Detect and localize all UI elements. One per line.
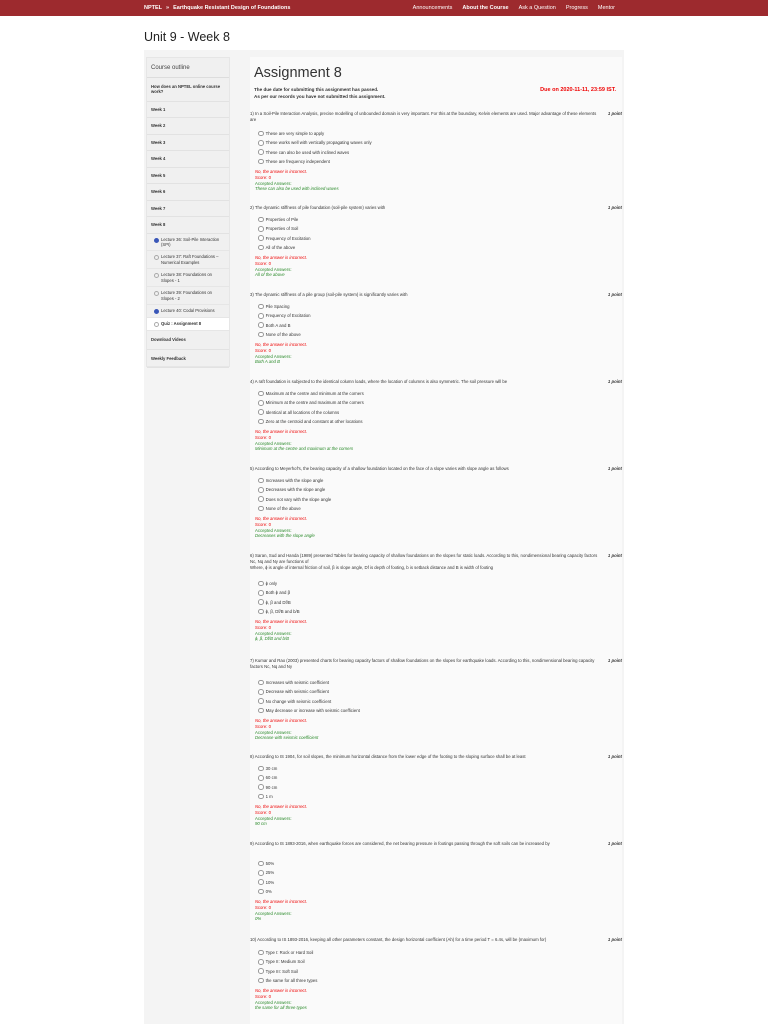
option[interactable]	[258, 389, 364, 398]
question-6	[250, 553, 622, 649]
breadcrumb-home-link[interactable]: NPTEL	[144, 5, 163, 11]
feedback	[255, 429, 353, 452]
sidebar-item-week-6[interactable]: Week 6	[147, 184, 229, 200]
sidebar-item-week-5[interactable]: Week 5	[147, 168, 229, 184]
radio-icon[interactable]	[258, 959, 264, 965]
incorrect-message: No, the answer is incorrect.	[255, 899, 308, 904]
radio-icon[interactable]	[258, 775, 264, 781]
option[interactable]	[258, 476, 331, 485]
radio-icon[interactable]	[258, 870, 264, 876]
sidebar-item-week-4[interactable]: Week 4	[147, 151, 229, 167]
radio-icon[interactable]	[258, 313, 264, 319]
breadcrumb	[144, 5, 290, 11]
score: Score: 0	[255, 809, 272, 815]
due-date: Due on 2020-11-11, 23:59 IST.	[540, 87, 616, 93]
score: Score: 0	[255, 174, 272, 180]
accepted-answer: All of the above	[255, 272, 285, 278]
option[interactable]	[258, 967, 317, 976]
radio-icon[interactable]	[258, 304, 264, 310]
option[interactable]	[258, 138, 372, 147]
incorrect-message: No, the answer is incorrect.	[255, 169, 308, 174]
radio-icon[interactable]	[258, 889, 264, 895]
sidebar-subitem-label: Lecture 39: Foundations on Slopes - 2	[161, 290, 212, 301]
radio-icon[interactable]	[258, 149, 264, 155]
option-label: Properties of Pile	[265, 217, 299, 223]
question-text: 4) A raft foundation is subjected to the identical column loads, where the location of columns is also symmetric. The soil pressure will be	[250, 379, 508, 384]
option[interactable]	[258, 948, 317, 957]
option[interactable]	[258, 148, 372, 157]
incorrect-message: No, the answer is incorrect.	[255, 718, 308, 723]
accepted-answer: Decreases with the slope angle	[255, 533, 315, 539]
option-label: ϕ, β, Df/B and b/B	[265, 609, 300, 615]
accepted-answers-label: Accepted Answers:	[255, 440, 292, 446]
options-list	[258, 129, 372, 166]
nav-mentor[interactable]: Mentor	[597, 5, 615, 11]
options-list	[258, 579, 300, 616]
accepted-answers-label: Accepted Answers:	[255, 910, 292, 916]
option[interactable]	[258, 598, 300, 607]
option-label: Decrease with seismic coefficient	[265, 689, 329, 695]
question-points: 1 point	[607, 379, 622, 384]
option[interactable]	[258, 234, 311, 243]
question-text: 2) The dynamic stiffness of pile foundation (soil-pile system) varies with	[250, 205, 386, 210]
option-label: 25%	[265, 870, 275, 876]
radio-icon[interactable]	[258, 478, 264, 484]
option-label: ϕ, β and Df/B	[265, 599, 291, 605]
feedback	[255, 516, 315, 539]
radio-icon[interactable]	[258, 409, 264, 415]
question-text: 10) According to IS 1893-2016, keeping all other parameters constant, the design horizontal coefficient (Ah) for a time period T = 6.4s, will be (maximum for)	[250, 937, 547, 942]
option-label: 0%	[265, 889, 272, 895]
radio-icon[interactable]	[258, 784, 264, 790]
accepted-answers-label: Accepted Answers:	[255, 180, 292, 186]
radio-icon[interactable]	[258, 680, 264, 686]
radio-icon[interactable]	[258, 140, 264, 146]
option-label: Decreases with the slope angle	[265, 487, 326, 493]
feedback	[255, 804, 307, 827]
option[interactable]	[258, 887, 274, 896]
page-title: Unit 9 - Week 8	[144, 30, 230, 44]
option-label: Frequency of Excitation	[265, 235, 311, 241]
nav-ask-question[interactable]: Ask a Question	[518, 5, 556, 11]
question-text: 1) In a Soil-Pile Interaction Analysis, precise modelling of unbounded domain is very important. For this at the boundary, Kelvin elements are used. Major advantage of these elements are	[250, 111, 597, 123]
radio-icon[interactable]	[258, 217, 264, 223]
top-nav-links	[413, 5, 615, 11]
option-label: These are very simple to apply	[265, 131, 325, 137]
options-list	[258, 678, 360, 715]
option-label: ϕ only	[265, 581, 278, 587]
incorrect-message: No, the answer is incorrect.	[255, 429, 308, 434]
sidebar-subitem-label: Lecture 38: Foundations on Slopes - 1	[161, 272, 212, 283]
option-label: Type I: Rock or Hard Soil	[265, 950, 314, 956]
option[interactable]	[258, 588, 300, 597]
sidebar-item-weekly-feedback[interactable]: Weekly Feedback	[147, 350, 229, 368]
nav-announcements[interactable]: Announcements	[412, 5, 453, 11]
accepted-answers-label: Accepted Answers:	[255, 999, 292, 1005]
question-2	[250, 205, 622, 285]
option[interactable]	[258, 957, 317, 966]
option-label: Both ϕ and β	[265, 590, 291, 596]
option[interactable]	[258, 224, 311, 233]
top-navbar	[0, 0, 768, 16]
sidebar-item-download-videos[interactable]: Download Videos	[147, 331, 229, 349]
accepted-answer: Decrease with seismic coefficient	[255, 735, 319, 741]
score: Score: 0	[255, 993, 272, 999]
question-4	[250, 379, 622, 459]
option-label: No change with seismic coefficient	[265, 698, 332, 704]
radio-icon[interactable]	[258, 879, 264, 885]
question-8	[250, 754, 622, 834]
option[interactable]	[258, 243, 311, 252]
radio-icon[interactable]	[258, 487, 264, 493]
radio-icon[interactable]	[258, 978, 264, 984]
option[interactable]	[258, 485, 331, 494]
sidebar-subitem-label: Lecture 40: Codal Provisions	[161, 308, 215, 314]
option[interactable]	[258, 302, 311, 311]
accepted-answers-label: Accepted Answers:	[255, 729, 292, 735]
option[interactable]	[258, 398, 364, 407]
option[interactable]	[258, 976, 317, 985]
sidebar-item-week-1[interactable]: Week 1	[147, 102, 229, 118]
accepted-answers-label: Accepted Answers:	[255, 353, 292, 359]
sidebar-subitem-label: Quiz : Assignment 8	[161, 321, 202, 327]
radio-icon[interactable]	[258, 581, 264, 587]
option-label: None of the above	[265, 332, 301, 338]
options-list	[258, 764, 277, 801]
option-label: Maximum at the centre and minimum at the corners	[265, 391, 364, 397]
option-label: These can also be used with inclined waves	[265, 149, 350, 155]
option[interactable]	[258, 321, 311, 330]
feedback	[255, 255, 307, 278]
pending-dot-icon	[154, 273, 159, 278]
question-1	[250, 111, 622, 196]
sidebar-subitem-label: Lecture 36: Soil-Pile Interaction (SPI)	[161, 236, 220, 247]
option-label: Both A and B	[265, 322, 291, 328]
sidebar-item-week-8[interactable]: Week 8	[147, 217, 229, 233]
option[interactable]	[258, 764, 277, 773]
radio-icon[interactable]	[258, 950, 264, 956]
sidebar-subitem-assignment-8[interactable]	[147, 318, 229, 331]
option-label: 10%	[265, 879, 275, 885]
options-list	[258, 476, 331, 513]
accepted-answers-label: Accepted Answers:	[255, 266, 292, 272]
sidebar-item-week-3[interactable]: Week 3	[147, 135, 229, 151]
radio-icon[interactable]	[258, 226, 264, 232]
option-label: 60 cm	[265, 775, 278, 781]
breadcrumb-course-link[interactable]: Earthquake Resistant Design of Foundations	[173, 5, 291, 11]
question-text: 5) According to Meyerhof's, the bearing capacity of a shallow foundation located on the face of a slope varies with slope angle as follows	[250, 466, 509, 471]
sidebar-subitem-lecture-38[interactable]	[147, 269, 229, 287]
accepted-answer: the same for all three types	[255, 1005, 307, 1011]
question-text: 8) According to IS 1904, for soil slopes, the minimum horizontal distance from the lower edge of the footing to the sloping surface shall be at least	[250, 754, 526, 759]
radio-icon[interactable]	[258, 506, 264, 512]
option-label: 90 cm	[265, 784, 278, 790]
option-label: 1 m	[265, 794, 273, 800]
score: Score: 0	[255, 521, 272, 527]
question-text: 7) Kumar and Rao (2003) presented charts for bearing capacity factors of shallow foundations on the slopes for earthquake loads. According to this, nondimensional bearing capacity factors Nc, Nq and Nγ	[250, 658, 595, 670]
option-label: Zero at the centroid and constant at other locations	[265, 419, 363, 425]
question-7	[250, 658, 622, 748]
options-list	[258, 859, 274, 896]
incorrect-message: No, the answer is incorrect.	[255, 988, 308, 993]
question-text-main: 6) Saran, Sud and Handa (1989) presented Tables for bearing capacity of shallow foundations on the slopes for static loads. According to this, nondimensional bearing capacity factors Nc, Nq and Nγ are functions of	[250, 553, 598, 565]
question-points: 1 point	[607, 292, 622, 297]
radio-icon[interactable]	[258, 235, 264, 241]
option[interactable]	[258, 579, 300, 588]
radio-icon[interactable]	[258, 391, 264, 397]
question-points: 1 point	[607, 658, 622, 663]
radio-icon[interactable]	[258, 968, 264, 974]
accepted-answer: ϕ, β, Df/B and b/B	[255, 636, 289, 642]
option[interactable]	[258, 215, 311, 224]
accepted-answer: 0%	[255, 916, 262, 922]
pending-dot-icon	[154, 322, 159, 327]
accepted-answer: 90 cm	[255, 821, 267, 827]
option[interactable]	[258, 129, 372, 138]
question-5	[250, 466, 622, 546]
option[interactable]	[258, 687, 360, 696]
radio-icon[interactable]	[258, 708, 264, 714]
incorrect-message: No, the answer is incorrect.	[255, 619, 308, 624]
option[interactable]	[258, 697, 360, 706]
radio-icon[interactable]	[258, 609, 264, 615]
radio-icon[interactable]	[258, 590, 264, 596]
question-text-note: Where, ϕ is angle of internal friction of soil, β is slope angle, Df is depth of footing, b is setback distance and B is width of footing	[250, 565, 494, 571]
accepted-answer: Minimum at the centre and maximum at the corners	[255, 446, 354, 452]
sidebar-subitem-lecture-37[interactable]	[147, 251, 229, 269]
option[interactable]	[258, 678, 360, 687]
option[interactable]	[258, 157, 372, 166]
option-label: Frequency of Excitation	[265, 313, 311, 319]
sidebar-item-how-it-works[interactable]: How does an NPTEL online course work?	[147, 78, 229, 102]
score: Score: 0	[255, 347, 272, 353]
sidebar-subitem-lecture-39[interactable]	[147, 287, 229, 305]
question-9	[250, 841, 622, 927]
option-label: Identical at all locations of the columns	[265, 409, 340, 415]
completed-dot-icon	[154, 309, 159, 314]
options-list	[258, 302, 311, 339]
question-text: 9) According to IS 1893-2016, when earthquake forces are considered, the net bearing pressure in footings passing through the soft soils can be increased by	[250, 841, 550, 846]
accepted-answers-label: Accepted Answers:	[255, 630, 292, 636]
score: Score: 0	[255, 904, 272, 910]
radio-icon[interactable]	[258, 861, 264, 867]
question-3	[250, 292, 622, 372]
accepted-answers-label: Accepted Answers:	[255, 815, 292, 821]
accepted-answer: These can also be used with inclined waves	[255, 186, 339, 192]
question-10	[250, 937, 622, 1017]
question-points: 1 point	[607, 841, 622, 846]
feedback	[255, 988, 307, 1011]
due-note	[254, 87, 385, 100]
option[interactable]	[258, 792, 277, 801]
sidebar-item-week-2[interactable]: Week 2	[147, 118, 229, 134]
option[interactable]	[258, 859, 274, 868]
question-text: 3) The dynamic stiffness of a pile group (soil-pile system) is significantly varies with	[250, 292, 408, 297]
nav-about-course[interactable]: About the Course	[462, 5, 509, 11]
question-points: 1 point	[607, 937, 622, 942]
question-points: 1 point	[607, 111, 622, 116]
question-points: 1 point	[607, 754, 622, 759]
completed-dot-icon	[154, 238, 159, 243]
radio-icon[interactable]	[258, 159, 264, 165]
option[interactable]	[258, 706, 360, 715]
radio-icon[interactable]	[258, 599, 264, 605]
radio-icon[interactable]	[258, 322, 264, 328]
feedback	[255, 899, 307, 922]
score: Score: 0	[255, 434, 272, 440]
option[interactable]	[258, 495, 331, 504]
option[interactable]	[258, 783, 277, 792]
course-outline-sidebar	[146, 57, 230, 367]
option-label: Pile Spacing	[265, 304, 290, 310]
breadcrumb-separator: »	[166, 5, 170, 11]
score: Score: 0	[255, 624, 272, 630]
option[interactable]	[258, 878, 274, 887]
radio-icon[interactable]	[258, 332, 264, 338]
option-label: All of the above	[265, 245, 296, 251]
radio-icon[interactable]	[258, 419, 264, 425]
option[interactable]	[258, 417, 364, 426]
incorrect-message: No, the answer is incorrect.	[255, 804, 308, 809]
radio-icon[interactable]	[258, 400, 264, 406]
options-list	[258, 215, 311, 252]
option[interactable]	[258, 408, 364, 417]
options-list	[258, 948, 317, 985]
sidebar-subitem-lecture-36[interactable]	[147, 234, 229, 252]
pending-dot-icon	[154, 255, 159, 260]
radio-icon[interactable]	[258, 794, 264, 800]
question-points: 1 point	[607, 205, 622, 210]
option-label: Increases with the slope angle	[265, 478, 324, 484]
option-label: These works well with vertically propagating waves only	[265, 140, 372, 146]
option[interactable]	[258, 773, 277, 782]
score: Score: 0	[255, 260, 272, 266]
assignment-title: Assignment 8	[254, 65, 342, 81]
option[interactable]	[258, 504, 331, 513]
score: Score: 0	[255, 723, 272, 729]
feedback	[255, 342, 307, 365]
option-label: Minimum at the centre and maximum at the corners	[265, 400, 364, 406]
incorrect-message: No, the answer is incorrect.	[255, 342, 308, 347]
option[interactable]	[258, 607, 300, 616]
feedback	[255, 718, 318, 741]
option-label: May decrease or increase with seismic coefficient	[265, 708, 360, 714]
question-text	[250, 553, 602, 572]
sidebar-subitem-lecture-40[interactable]	[147, 305, 229, 318]
accepted-answers-label: Accepted Answers:	[255, 527, 292, 533]
sidebar-subitem-label: Lecture 37: Raft Foundations – Numerical Examples	[161, 254, 219, 265]
due-note-line-2: As per our records you have not submitted this assignment.	[254, 93, 386, 99]
option-label: the same for all three types	[265, 978, 318, 984]
option[interactable]	[258, 868, 274, 877]
nav-progress[interactable]: Progress	[565, 5, 588, 11]
option-label: These are frequency independent	[265, 159, 330, 165]
radio-icon[interactable]	[258, 766, 264, 772]
feedback	[255, 169, 339, 192]
option-label: Type II: Medium Soil	[265, 959, 305, 965]
feedback	[255, 619, 307, 642]
accepted-answer: Both A and B	[255, 359, 281, 365]
option-label: Properties of Soil	[265, 226, 299, 232]
due-note-line-1: The due date for submitting this assignment has passed.	[254, 87, 379, 92]
radio-icon[interactable]	[258, 496, 264, 502]
option[interactable]	[258, 311, 311, 320]
pending-dot-icon	[154, 291, 159, 296]
radio-icon[interactable]	[258, 698, 264, 704]
question-points: 1 point	[607, 553, 622, 558]
option-label: Does not vary with the slope angle	[265, 496, 332, 502]
radio-icon[interactable]	[258, 689, 264, 695]
question-points: 1 point	[607, 466, 622, 471]
radio-icon[interactable]	[258, 245, 264, 251]
options-list	[258, 389, 364, 426]
option[interactable]	[258, 330, 311, 339]
option-label: 30 cm	[265, 766, 278, 772]
incorrect-message: No, the answer is incorrect.	[255, 255, 308, 260]
option-label: 50%	[265, 861, 275, 867]
option-label: Increases with seismic coefficient	[265, 680, 330, 686]
course-outline-title: Course outline	[147, 58, 229, 78]
option-label: None of the above	[265, 506, 301, 512]
sidebar-item-week-7[interactable]: Week 7	[147, 201, 229, 217]
option-label: Type III: Soft Soil	[265, 968, 299, 974]
assignment-panel	[250, 57, 622, 1024]
incorrect-message: No, the answer is incorrect.	[255, 516, 308, 521]
radio-icon[interactable]	[258, 131, 264, 137]
